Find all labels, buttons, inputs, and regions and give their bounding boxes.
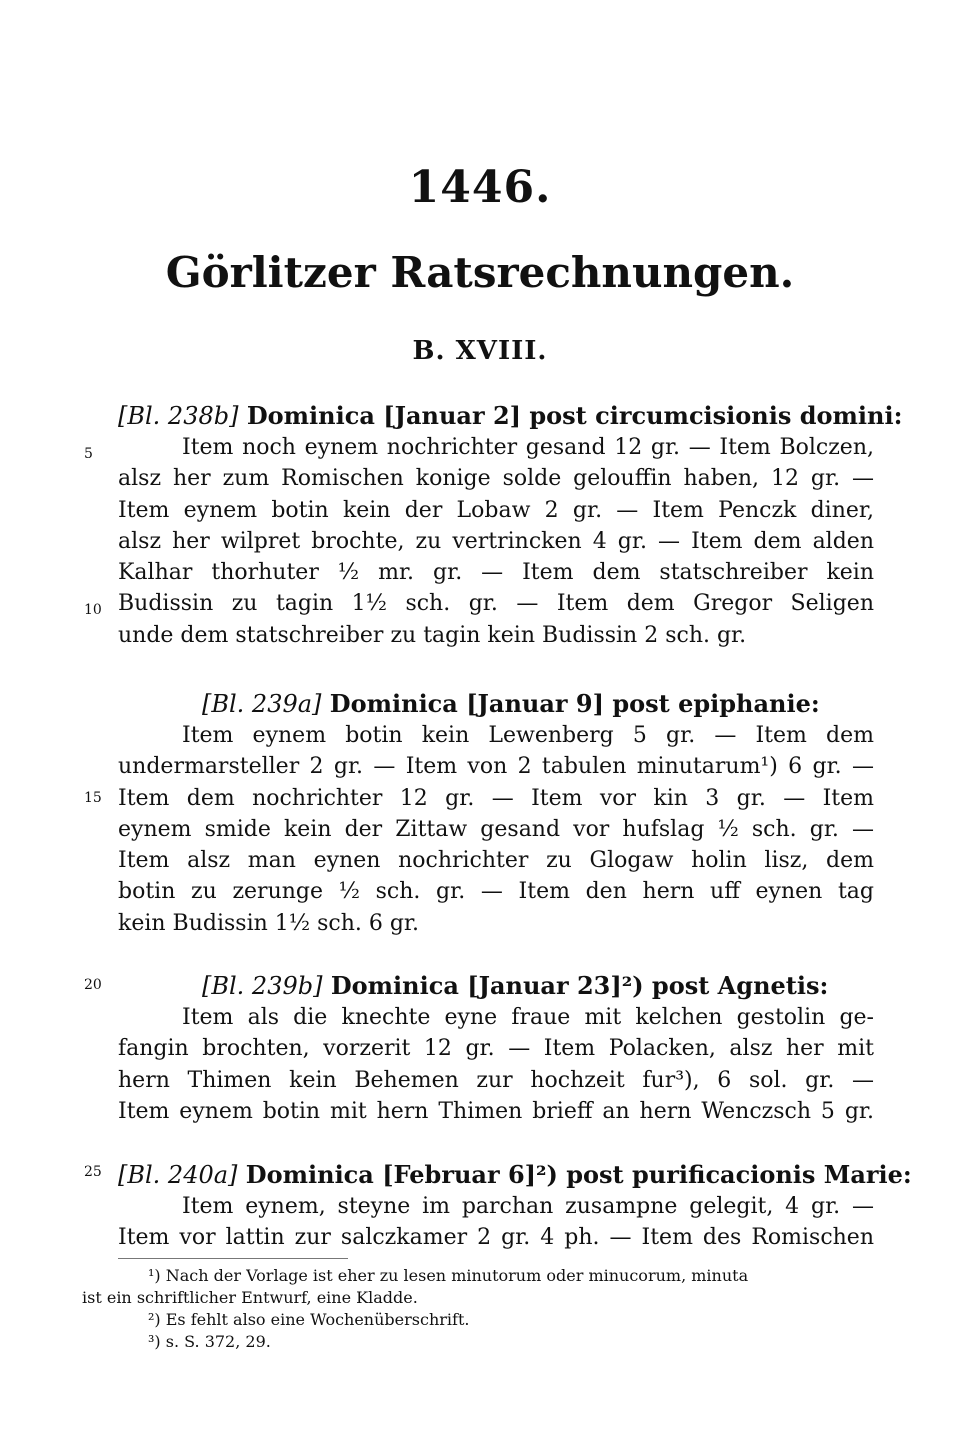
heading-text: Dominica [Februar 6]²) post purificacionis Marie: bbox=[245, 1160, 912, 1189]
text-line: fangin brochten, vorzerit 12 gr. — Item Polacken, alsz her mit bbox=[118, 1036, 874, 1062]
text-line: Item eynem botin mit hern Thimen brieff an hern Wenczsch 5 gr. bbox=[118, 1098, 874, 1124]
entry-heading bbox=[118, 1159, 912, 1191]
text-line: alsz her zum Romischen konige solde gelouffin haben, 12 gr. — bbox=[118, 466, 874, 492]
entry-section bbox=[118, 1159, 912, 1254]
line-number: 20 bbox=[84, 977, 102, 993]
text-line: Item eynem botin kein der Lobaw 2 gr. — Item Penczk diner, bbox=[118, 497, 874, 523]
footnote: ¹) Nach der Vorlage ist eher zu lesen minutorum oder minucorum, minuta bbox=[148, 1266, 749, 1285]
text-line: unde dem statschreiber zu tagin kein Budissin 2 sch. gr. bbox=[118, 622, 747, 648]
folio-ref: [Bl. 240a] bbox=[118, 1161, 238, 1189]
line-number: 25 bbox=[84, 1164, 102, 1180]
entry-section bbox=[118, 688, 874, 939]
entry-section bbox=[118, 970, 874, 1127]
folio-ref: [Bl. 239b] bbox=[202, 972, 323, 1000]
text-line: Item eynem, steyne im parchan zusampne gelegit, 4 gr. — bbox=[182, 1194, 874, 1219]
heading-text: Dominica [Januar 9] post epiphanie: bbox=[329, 689, 820, 718]
volume-label: B. XVIII. bbox=[412, 336, 548, 366]
entry-heading bbox=[118, 688, 874, 720]
footnote-divider bbox=[118, 1258, 348, 1259]
footnote: ²) Es fehlt also eine Wochenüberschrift. bbox=[148, 1310, 470, 1329]
footnote: ³) s. S. 372, 29. bbox=[148, 1332, 271, 1351]
line-number: 15 bbox=[84, 790, 102, 806]
text-line: Item alsz man eynen nochrichter zu Glogaw holin lisz, dem bbox=[118, 848, 874, 874]
text-line: Budissin zu tagin 1½ sch. gr. — Item dem Gregor Seligen bbox=[118, 591, 874, 617]
folio-ref: [Bl. 238b] bbox=[118, 402, 239, 430]
heading-text: Dominica [Januar 2] post circumcisionis domini: bbox=[246, 401, 903, 430]
text-line: Kalhar thorhuter ½ mr. gr. — Item dem statschreiber kein bbox=[118, 560, 874, 586]
text-line: Item als die knechte eyne fraue mit kelchen gestolin ge- bbox=[182, 1005, 874, 1030]
entry-heading bbox=[118, 400, 903, 432]
heading-text: Dominica [Januar 23]²) post Agnetis: bbox=[330, 971, 829, 1000]
text-line: Item eynem botin kein Lewenberg 5 gr. — Item dem bbox=[182, 723, 874, 748]
entry-heading bbox=[118, 970, 874, 1002]
entry-section bbox=[118, 400, 903, 651]
page-title: Görlitzer Ratsrechnungen. bbox=[165, 248, 795, 297]
text-line: Item noch eynem nochrichter gesand 12 gr. — Item Bolczen, bbox=[182, 435, 874, 460]
folio-ref: [Bl. 239a] bbox=[202, 690, 322, 718]
line-number: 5 bbox=[84, 446, 93, 462]
text-line: hern Thimen kein Behemen zur hochzeit fur³), 6 sol. gr. — bbox=[118, 1067, 874, 1093]
text-line: Item dem nochrichter 12 gr. — Item vor kin 3 gr. — Item bbox=[118, 785, 874, 811]
page-year: 1446. bbox=[408, 162, 552, 213]
text-line: kein Budissin 1½ sch. 6 gr. bbox=[118, 910, 420, 936]
line-number: 10 bbox=[84, 602, 102, 618]
text-line: eynem smide kein der Zittaw gesand vor hufslag ½ sch. gr. — bbox=[118, 816, 874, 842]
text-line: botin zu zerunge ½ sch. gr. — Item den hern uff eynen tag bbox=[118, 879, 874, 905]
text-line: undermarsteller 2 gr. — Item von 2 tabulen minutarum¹) 6 gr. — bbox=[118, 754, 874, 780]
footnote: ist ein schriftlicher Entwurf, eine Kladde. bbox=[82, 1288, 418, 1307]
text-line: alsz her wilpret brochte, zu vertrincken 4 gr. — Item dem alden bbox=[118, 528, 874, 554]
text-line: Item vor lattin zur salczkamer 2 gr. 4 ph. — Item des Romischen bbox=[118, 1225, 874, 1251]
